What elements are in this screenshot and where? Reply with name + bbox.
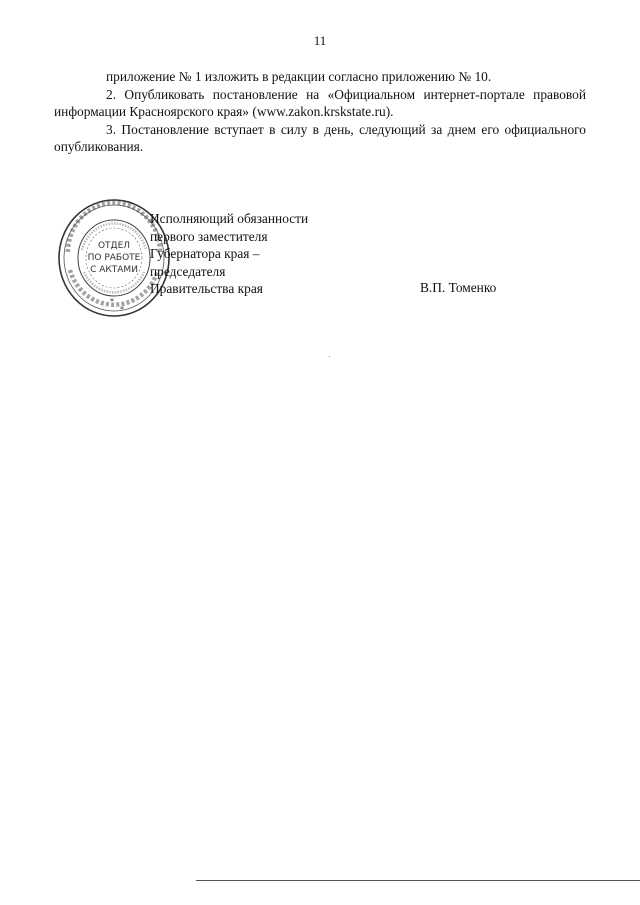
body-line-1: приложение № 1 изложить в редакции согласно приложению № 10. <box>106 69 492 84</box>
body-item-3: 3. Постановление вступает в силу в день, следующий за днем его официального опубликования. <box>54 121 586 154</box>
svg-text:*: * <box>120 305 124 314</box>
signatory-title-line: председателя <box>150 263 226 279</box>
signatory-title-line: первого заместителя <box>150 228 268 244</box>
svg-text:*: * <box>110 297 114 306</box>
signatory-name: В.П. Томенко <box>420 280 497 295</box>
bottom-rule <box>196 880 640 881</box>
page-number: 11 <box>313 33 327 48</box>
scan-speck <box>329 356 330 357</box>
signatory-title-line: Губернатора края – <box>150 246 260 261</box>
signatory-title-line: Правительства края <box>150 281 263 296</box>
signatory-title-line: Исполняющий обязанности <box>150 211 309 226</box>
document-body <box>54 68 586 156</box>
stamp-inner-line-1: ОТДЕЛ <box>97 241 131 251</box>
signatory-title <box>150 210 308 298</box>
stamp-inner-line-2: ПО РАБОТЕ <box>87 253 141 263</box>
stamp-inner-line-3: С АКТАМИ <box>90 265 138 275</box>
body-item-2: 2. Опубликовать постановление на «Официальном интернет-портале правовой информации Красноярского края» (www.zakon.krskstate.ru). <box>54 86 586 119</box>
